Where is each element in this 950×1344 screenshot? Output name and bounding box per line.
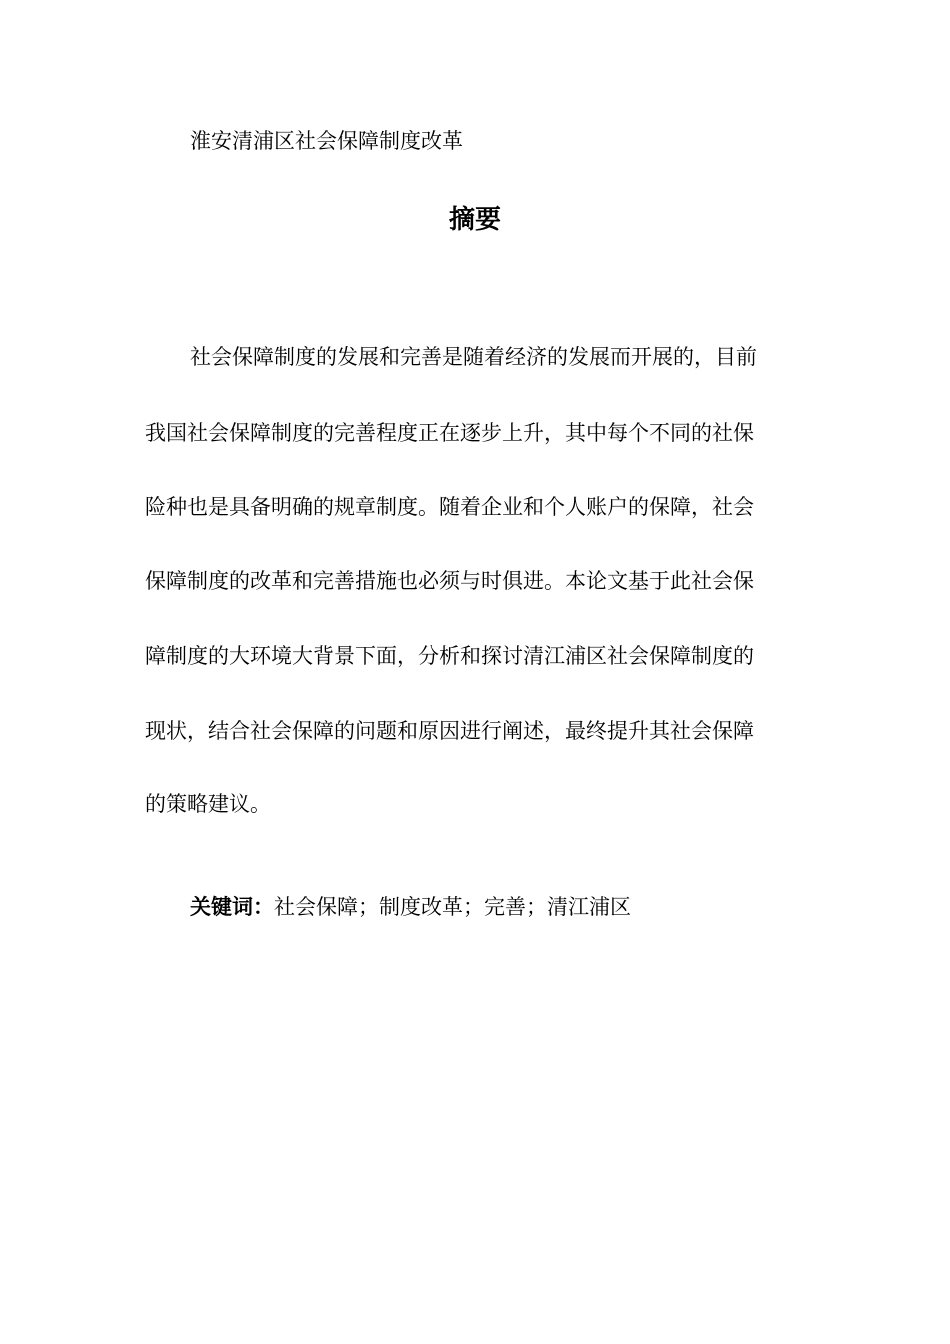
keywords-text: 社会保障；制度改革；完善；清江浦区 <box>274 895 631 919</box>
abstract-line: 社会保障制度的发展和完善是随着经济的发展而开展的，目前 <box>190 345 757 369</box>
keywords-label: 关键词： <box>190 895 274 919</box>
abstract-line: 的策略建议。 <box>145 792 271 816</box>
abstract-line: 保障制度的改革和完善措施也必须与时俱进。本论文基于此社会保 <box>145 569 754 593</box>
abstract-heading: 摘要 <box>448 205 501 235</box>
abstract-line: 我国社会保障制度的完善程度正在逐步上升，其中每个不同的社保 <box>145 421 754 445</box>
abstract-line: 障制度的大环境大背景下面，分析和探讨清江浦区社会保障制度的 <box>145 644 754 668</box>
keywords-line <box>190 892 631 922</box>
document-title: 淮安清浦区社会保障制度改革 <box>190 129 463 153</box>
abstract-line: 险种也是具备明确的规章制度。随着企业和个人账户的保障，社会 <box>145 495 754 519</box>
abstract-line: 现状，结合社会保障的问题和原因进行阐述，最终提升其社会保障 <box>145 719 754 743</box>
